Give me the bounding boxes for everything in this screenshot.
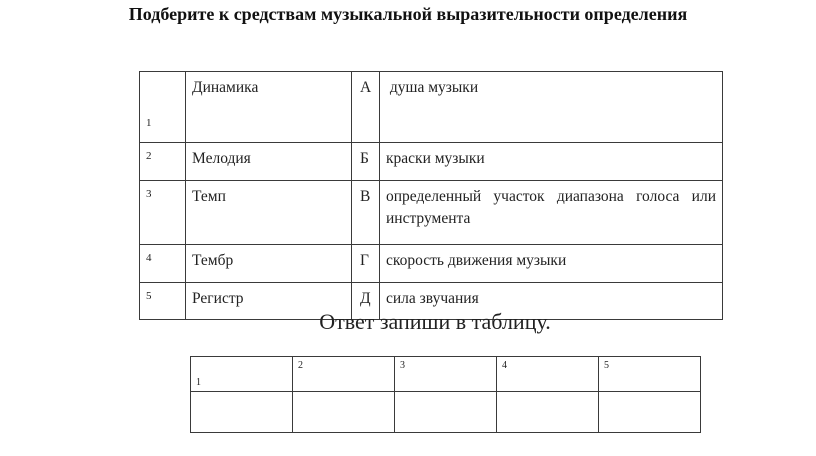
page-title: Подберите к средствам музыкальной выразительности определения (128, 4, 688, 24)
table-row (140, 181, 723, 245)
definition-cell: сила звучания (380, 283, 723, 320)
row-number: 1 (140, 72, 186, 143)
answer-cell-3[interactable] (395, 392, 497, 433)
term-cell: Динамика (186, 72, 352, 143)
answer-header-cell: 1 (191, 357, 293, 392)
answer-cell-5[interactable] (599, 392, 701, 433)
answer-header-row (191, 357, 701, 392)
definition-cell: определенный участок диапазона голоса или инструмента (380, 181, 723, 245)
row-number: 3 (140, 181, 186, 245)
table-row (140, 72, 723, 143)
term-cell: Тембр (186, 245, 352, 283)
answer-header-cell: 4 (497, 357, 599, 392)
answer-header-cell: 3 (395, 357, 497, 392)
row-number: 4 (140, 245, 186, 283)
definition-cell: краски музыки (380, 143, 723, 181)
answer-cell-1[interactable] (191, 392, 293, 433)
row-number: 2 (140, 143, 186, 181)
letter-cell: Д (352, 283, 380, 320)
row-number: 5 (140, 283, 186, 320)
answer-table (190, 356, 701, 433)
letter-cell: Г (352, 245, 380, 283)
definition-cell (380, 72, 723, 143)
answer-input-row (191, 392, 701, 433)
answer-header-cell: 5 (599, 357, 701, 392)
matching-table (139, 71, 723, 320)
letter-cell: Б (352, 143, 380, 181)
term-cell: Темп (186, 181, 352, 245)
term-cell: Регистр (186, 283, 352, 320)
term-cell: Мелодия (186, 143, 352, 181)
answer-cell-4[interactable] (497, 392, 599, 433)
answer-prompt: Ответ запиши в таблицу. (319, 309, 551, 334)
table-row (140, 143, 723, 181)
definition-cell: скорость движения музыки (380, 245, 723, 283)
table-row (140, 245, 723, 283)
letter-cell: В (352, 181, 380, 245)
definition-text: душа музыки (389, 79, 479, 96)
answer-header-cell: 2 (293, 357, 395, 392)
letter-cell: А (352, 72, 380, 143)
answer-cell-2[interactable] (293, 392, 395, 433)
